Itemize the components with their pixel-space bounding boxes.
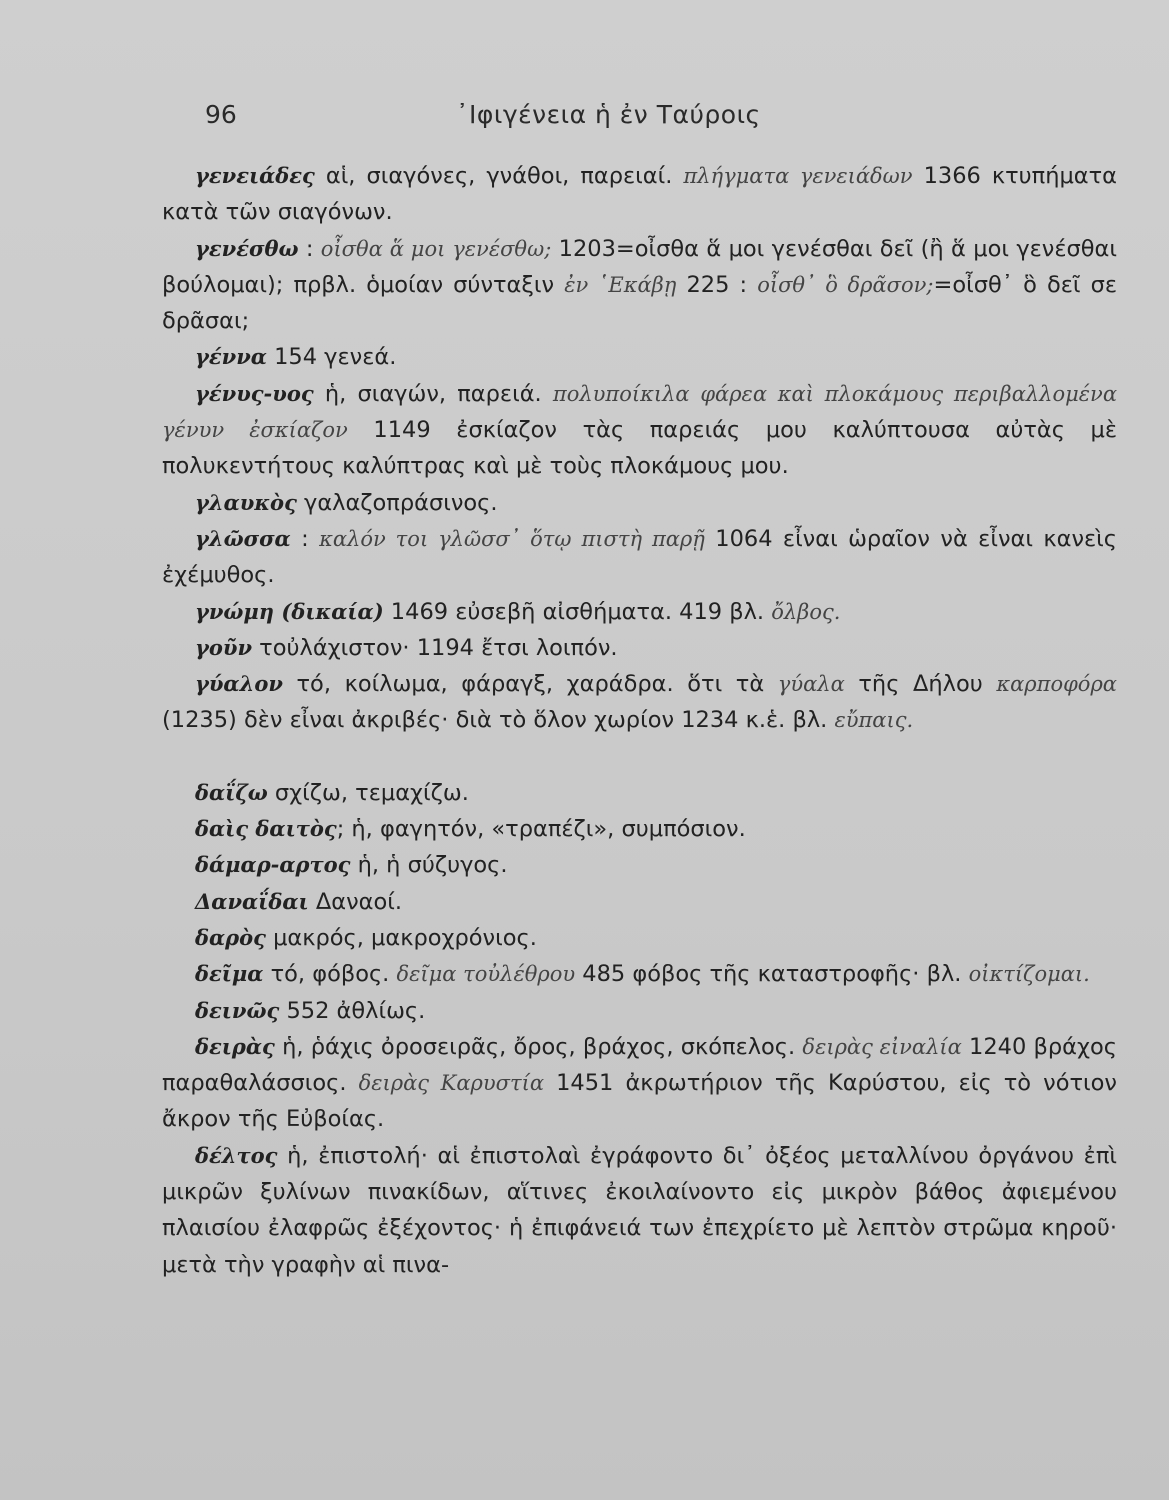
glossary-body [162, 158, 1117, 1283]
entry-lemma: δαὶς δαιτὸς [195, 816, 337, 842]
entry-quotation: δειρὰς εἰναλία [802, 1034, 962, 1059]
entry-text: ἡ, σιαγών, παρειά. [313, 380, 553, 407]
glossary-entry [162, 158, 1117, 231]
glossary-entry [162, 956, 1117, 992]
glossary-entry [162, 884, 1117, 920]
entry-text: (1235) δὲν εἶναι ἀκριβές· διὰ τὸ ὅλον χωρίον 1234 κ.ἑ. βλ. [162, 707, 835, 734]
glossary-entry [162, 339, 1117, 375]
entry-lemma: γενέσθω [195, 235, 299, 261]
glossary-entry [162, 993, 1117, 1029]
entry-text: ἡ, ῥάχις ὀροσειρᾶς, ὄρος, βράχος, σκόπελος. [274, 1033, 803, 1060]
entry-lemma: Δαναΐδαι [195, 888, 309, 914]
entry-text: μακρός, μακροχρόνιος. [265, 924, 537, 951]
entry-lemma: γλαυκὸς [195, 489, 297, 515]
entry-text: 485 φόβος τῆς καταστροφῆς· βλ. [575, 961, 969, 988]
entry-quotation: πολυποίκιλα φάρεα καὶ πλοκάμους περιβαλλομένα γένυν ἐσκίαζον [162, 381, 1117, 443]
entry-quotation: γύαλα [777, 672, 845, 697]
glossary-entry [162, 775, 1117, 811]
entry-text: : [290, 525, 320, 552]
entry-lemma: γνώμη (δικαία) [195, 598, 384, 624]
glossary-entry [162, 376, 1117, 485]
page-number: 96 [205, 100, 237, 129]
entry-lemma: δεινῶς [195, 997, 280, 1023]
section-gap [162, 739, 1117, 775]
entry-text: τοὐλάχιστον· 1194 ἔτσι λοιπόν. [252, 634, 618, 661]
glossary-entry [162, 811, 1117, 847]
glossary-entry [162, 1029, 1117, 1138]
entry-quotation: οἶσθα ἅ μοι γενέσθω; [320, 236, 552, 261]
entry-text: τό, κοίλωμα, φάραγξ, χαράδρα. ὅτι τὰ [282, 671, 778, 698]
entry-text: 1469 εὐσεβῆ αἰσθήματα. 419 βλ. [383, 598, 772, 625]
entry-text: 154 γενεά. [266, 344, 397, 371]
entry-text: 225 : [676, 271, 758, 298]
entry-text: =οἶσθ᾽ ὃ δεῖ σε δρᾶσαι; [162, 271, 1118, 335]
running-title: ᾽Ιφιγένεια ἡ ἐν Ταύροις [456, 100, 761, 129]
entry-lemma: γένυς-υος [195, 380, 314, 406]
entry-lemma: δειρὰς [195, 1033, 275, 1059]
glossary-entry [162, 847, 1117, 883]
glossary-entry [162, 666, 1117, 739]
entry-quotation: οἰκτίζομαι. [968, 962, 1090, 987]
entry-lemma: γέννα [195, 344, 267, 370]
entry-text: ; ἡ, φαγητόν, «τραπέζι», συμπόσιον. [336, 816, 746, 843]
glossary-entry [162, 231, 1117, 340]
entry-text: 1203=οἶσθα ἅ μοι γενέσθαι δεῖ (ἢ ἅ μοι γενέσθαι βούλομαι); πρβλ. ὁμοίαν σύνταξιν [162, 235, 1117, 298]
entry-lemma: γλῶσσα [195, 525, 291, 551]
entry-text: : [298, 235, 321, 262]
entry-lemma: δάμαρ-αρτος [195, 852, 351, 878]
entry-text: 1064 εἶναι ὡραῖον νὰ εἶναι κανεὶς ἐχέμυθος. [162, 525, 1117, 589]
entry-text: ἡ, ἡ σύζυγος. [350, 852, 508, 879]
glossary-entry [162, 485, 1117, 521]
entry-text: αἱ, σιαγόνες, γνάθοι, παρειαί. [314, 163, 684, 189]
entry-quotation: ὄλβος. [771, 599, 841, 624]
entry-quotation: πλήγματα γενειάδων [683, 164, 913, 188]
entry-quotation: οἶσθ᾽ ὃ δρᾶσον; [757, 272, 934, 297]
glossary-entry [162, 594, 1117, 630]
entry-text: τό, φόβος. [263, 961, 397, 988]
entry-lemma: γοῦν [195, 634, 253, 660]
entry-text: ἡ, ἐπιστολή· αἱ ἐπιστολαὶ ἐγράφοντο δι᾽ ὀξέος μεταλλίνου ὀργάνου ἐπὶ μικρῶν ξυλίνων πινακίδων, αἵτινες ἐκοιλαίνοντο εἰς μικρὸν βάθος ἀφιεμένου πλαισίου ἐλαφρῶς ἐξέχοντος· ἡ ἐπιφάνειά των ἐπεχρίετο μὲ λεπτὸν στρῶμα κηροῦ· μετὰ τὴν γραφὴν αἱ πινα- [162, 1142, 1117, 1278]
entry-lemma: γύαλον [195, 671, 283, 697]
entry-text: 1149 ἐσκίαζον τὰς παρειάς μου καλύπτουσα αὐτὰς μὲ πολυκεντήτους καλύπτρας καὶ μὲ τοὺς πλοκάμους μου. [162, 417, 1118, 480]
entry-quotation: καρποφόρα [996, 672, 1117, 697]
entry-quotation: δεῖμα τοὐλέθρου [396, 962, 576, 987]
entry-text: 1366 κτυπήματα κατὰ τῶν σιαγόνων. [162, 163, 1117, 226]
entry-quotation: δειρὰς Καρυστία [358, 1071, 545, 1096]
entry-quotation: εὔπαις. [834, 708, 914, 733]
entry-text: σχίζω, τεμαχίζω. [267, 779, 469, 806]
entry-lemma: δεῖμα [195, 961, 264, 987]
entry-lemma: δαρὸς [195, 924, 266, 950]
glossary-entry [162, 1138, 1117, 1283]
entry-text: 1240 βράχος παραθαλάσσιος. [162, 1033, 1117, 1097]
glossary-entry [162, 630, 1117, 666]
entry-text: τῆς Δήλου [844, 671, 997, 698]
page-header [205, 100, 1120, 140]
entry-lemma: γενειάδες [195, 163, 315, 188]
entry-text: 1451 ἀκρωτήριον τῆς Καρύστου, εἰς τὸ νότιον ἄκρον τῆς Εὐβοίας. [162, 1070, 1117, 1133]
entry-lemma: δαΐζω [195, 779, 268, 805]
entry-text: 552 ἀθλίως. [279, 997, 426, 1024]
glossary-entry [162, 521, 1117, 594]
entry-quotation: ἐν ῾Εκάβῃ [564, 272, 677, 297]
entry-quotation: καλόν τοι γλῶσσ᾽ ὅτῳ πιστὴ παρῇ [319, 526, 705, 551]
glossary-entry [162, 920, 1117, 956]
entry-lemma: δέλτος [195, 1142, 278, 1168]
entry-text: γαλαζοπράσινος. [296, 489, 498, 516]
entry-text: Δαναοί. [308, 888, 402, 915]
